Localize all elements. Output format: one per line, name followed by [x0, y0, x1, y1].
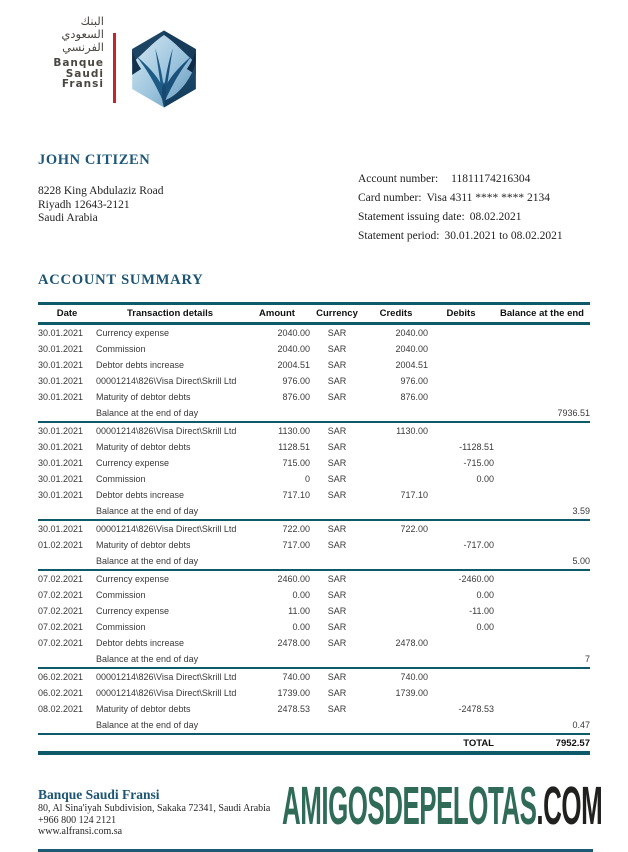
statement-info-row — [0, 152, 628, 246]
cell-amount: 11.00 — [288, 606, 310, 616]
cell-currency: SAR — [327, 638, 347, 648]
column-header-date: Date — [38, 304, 96, 324]
footer-teal-bar — [38, 849, 593, 852]
transaction-row — [38, 587, 590, 603]
cell-currency: SAR — [327, 426, 347, 436]
account-number-line — [358, 170, 590, 189]
cell-credits — [364, 603, 428, 619]
cell-amount: 0.00 — [292, 622, 310, 632]
cell-credits: 722.00 — [400, 524, 428, 534]
cell-currency: SAR — [327, 524, 347, 534]
cell-date: 08.02.2021 — [38, 704, 84, 714]
cell-amount: 715.00 — [282, 458, 310, 468]
cell-details: Maturity of debtor debts — [96, 540, 191, 550]
column-header-details: Transaction details — [96, 304, 244, 324]
cell-currency: SAR — [327, 590, 347, 600]
cell-credits — [364, 701, 428, 717]
cell-debits — [428, 324, 494, 342]
issuing-date-label: Statement issuing date: — [358, 211, 465, 223]
summary-table — [38, 302, 590, 755]
cell-date — [38, 405, 96, 422]
cell-date: 30.01.2021 — [38, 376, 84, 386]
total-row-spacer — [38, 734, 364, 753]
transaction-row — [38, 570, 590, 587]
cell-debits: -1128.51 — [459, 442, 494, 452]
cell-currency: SAR — [327, 442, 347, 452]
cell-details: Commission — [96, 474, 146, 484]
cell-balance — [494, 471, 590, 487]
statement-period-line — [358, 227, 590, 246]
cell-debits — [428, 389, 494, 405]
cell-amount: 717.00 — [282, 540, 310, 550]
summary-table-header-row — [38, 304, 590, 324]
cell-balance — [494, 487, 590, 503]
account-info-block — [358, 170, 590, 246]
logo-wordmark-line: Saudi — [65, 67, 104, 80]
cell-date: 30.01.2021 — [38, 328, 84, 338]
cell-details: Debtor debts increase — [96, 490, 185, 500]
transaction-row — [38, 668, 590, 685]
balance-label: Balance at the end of day — [96, 405, 494, 422]
cell-credits — [364, 570, 428, 587]
balance-value: 7 — [494, 651, 590, 668]
cell-date: 30.01.2021 — [38, 474, 84, 484]
cell-amount: 2004.51 — [277, 360, 310, 370]
bank-logo — [0, 0, 628, 114]
balance-value: 5.00 — [494, 553, 590, 570]
cell-debits: -11.00 — [469, 606, 494, 616]
column-header-debits: Debits — [428, 304, 494, 324]
logo-arabic-line: البنك — [80, 14, 104, 28]
balance-label: Balance at the end of day — [96, 503, 494, 520]
cell-details: Commission — [96, 590, 146, 600]
column-header-balance: Balance at the end — [494, 304, 590, 324]
balance-row — [38, 405, 590, 422]
cell-currency: SAR — [327, 704, 347, 714]
account-number-value: 11811174216304 — [451, 173, 531, 185]
watermark-main-text: AMIGOSDEPELOTAS — [282, 776, 537, 836]
cell-debits: -717.00 — [463, 540, 494, 550]
account-number-label: Account number: — [358, 173, 439, 185]
logo-arabic-line: السعودي — [61, 27, 104, 41]
cell-date: 07.02.2021 — [38, 622, 84, 632]
cell-debits — [428, 373, 494, 389]
cell-balance — [494, 389, 590, 405]
transaction-row — [38, 603, 590, 619]
logo-wordmark — [40, 58, 104, 90]
cell-balance — [494, 635, 590, 651]
footer-address: 80, Al Sina'iyah Subdivision, Sakaka 72341, Saudi Arabia — [38, 803, 271, 814]
cell-amount: 1739.00 — [277, 688, 310, 698]
cell-details: Maturity of debtor debts — [96, 392, 191, 402]
column-header-amount: Amount — [244, 304, 310, 324]
cell-amount: 2040.00 — [277, 328, 310, 338]
cell-date: 07.02.2021 — [38, 606, 84, 616]
customer-name: JOHN CITIZEN — [38, 152, 151, 168]
cell-details: 00001214\826\Visa Direct\Skrill Ltd — [96, 688, 237, 698]
cell-balance — [494, 324, 590, 342]
cell-debits: 0.00 — [476, 590, 494, 600]
watermark-suffix-text: .COM — [536, 776, 603, 836]
transaction-row — [38, 422, 590, 439]
address-line: Riyadh 12643-2121 — [38, 198, 130, 211]
footer-bank-name: Banque Saudi Fransi — [38, 787, 160, 802]
balance-label: Balance at the end of day — [96, 553, 494, 570]
card-number-label: Card number: — [358, 192, 422, 204]
cell-details: Debtor debts increase — [96, 638, 185, 648]
statement-period-label: Statement period: — [358, 230, 440, 242]
logo-text-block — [40, 15, 104, 114]
cell-amount: 1130.00 — [278, 426, 310, 436]
transaction-row — [38, 635, 590, 651]
cell-balance — [494, 341, 590, 357]
cell-details: Currency expense — [96, 328, 170, 338]
balance-value: 7936.51 — [494, 405, 590, 422]
cell-currency: SAR — [327, 688, 347, 698]
cell-debits — [428, 422, 494, 439]
cell-details: Maturity of debtor debts — [96, 442, 191, 452]
address-line: 8228 King Abdulaziz Road — [38, 185, 164, 197]
cell-amount: 0 — [304, 474, 310, 484]
cell-date: 06.02.2021 — [38, 688, 84, 698]
cell-debits: -2478.53 — [458, 704, 494, 714]
balance-value: 0.47 — [494, 717, 590, 734]
transaction-row — [38, 324, 590, 342]
total-label: TOTAL — [463, 737, 494, 749]
cell-currency: SAR — [327, 376, 347, 386]
cell-date: 30.01.2021 — [38, 392, 84, 402]
cell-date — [38, 651, 96, 668]
cell-credits: 876.00 — [400, 392, 428, 402]
cell-amount: 2478.00 — [277, 638, 310, 648]
cell-amount: 2040.00 — [277, 344, 310, 354]
issuing-date-value: 08.02.2021 — [469, 211, 522, 223]
footer-website: www.alfransi.com.sa — [38, 826, 123, 837]
cell-credits — [364, 471, 428, 487]
transaction-row — [38, 373, 590, 389]
cell-credits: 1130.00 — [396, 426, 428, 436]
cell-amount: 1128.51 — [278, 442, 310, 452]
total-value: 7952.57 — [555, 737, 590, 749]
cell-details: 00001214\826\Visa Direct\Skrill Ltd — [96, 376, 237, 386]
cell-balance — [494, 570, 590, 587]
cell-date: 07.02.2021 — [38, 638, 84, 648]
cell-currency: SAR — [327, 574, 347, 584]
transaction-row — [38, 389, 590, 405]
cell-details: 00001214\826\Visa Direct\Skrill Ltd — [96, 672, 237, 682]
cell-balance — [494, 439, 590, 455]
cell-debits — [428, 520, 494, 537]
cell-balance — [494, 422, 590, 439]
cell-details: 00001214\826\Visa Direct\Skrill Ltd — [96, 524, 237, 534]
cell-currency: SAR — [327, 672, 347, 682]
transaction-row — [38, 487, 590, 503]
watermark — [282, 776, 603, 836]
cell-currency: SAR — [327, 344, 347, 354]
cell-details: 00001214\826\Visa Direct\Skrill Ltd — [96, 426, 237, 436]
transaction-row — [38, 520, 590, 537]
cell-balance — [494, 520, 590, 537]
cell-debits: -715.00 — [463, 458, 494, 468]
cell-balance — [494, 357, 590, 373]
transaction-row — [38, 439, 590, 455]
account-summary-title: ACCOUNT SUMMARY — [38, 272, 204, 288]
cell-amount: 2478.53 — [277, 704, 310, 714]
total-row — [38, 734, 590, 753]
cell-currency: SAR — [327, 490, 347, 500]
cell-currency: SAR — [327, 328, 347, 338]
cell-credits: 2040.00 — [395, 344, 428, 354]
cell-credits: 2004.51 — [395, 360, 428, 370]
transaction-row — [38, 455, 590, 471]
cell-date: 30.01.2021 — [38, 344, 84, 354]
transaction-row — [38, 619, 590, 635]
cell-amount: 717.10 — [282, 490, 310, 500]
cell-balance — [494, 668, 590, 685]
cell-credits: 976.00 — [400, 376, 428, 386]
transaction-row — [38, 357, 590, 373]
cell-debits — [428, 635, 494, 651]
balance-value: 3.59 — [494, 503, 590, 520]
cell-currency: SAR — [327, 606, 347, 616]
cell-debits — [428, 685, 494, 701]
cell-amount: 740.00 — [282, 672, 310, 682]
cell-details: Commission — [96, 622, 146, 632]
cell-debits — [428, 341, 494, 357]
balance-row — [38, 503, 590, 520]
cell-balance — [494, 587, 590, 603]
cell-credits — [364, 537, 428, 553]
cell-credits — [364, 587, 428, 603]
cell-date: 30.01.2021 — [38, 490, 84, 500]
balance-label: Balance at the end of day — [96, 717, 494, 734]
cell-currency: SAR — [327, 622, 347, 632]
issuing-date-line — [358, 208, 590, 227]
cell-debits — [428, 357, 494, 373]
cell-details: Currency expense — [96, 458, 170, 468]
logo-red-divider — [113, 33, 116, 103]
cell-credits: 2478.00 — [395, 638, 428, 648]
cell-date: 01.02.2021 — [38, 540, 84, 550]
cell-amount: 0.00 — [292, 590, 310, 600]
cell-details: Maturity of debtor debts — [96, 704, 191, 714]
column-header-currency: Currency — [310, 304, 364, 324]
customer-block — [38, 152, 164, 246]
transaction-row — [38, 685, 590, 701]
transaction-row — [38, 537, 590, 553]
cell-currency: SAR — [327, 392, 347, 402]
cell-currency: SAR — [327, 360, 347, 370]
cell-date: 30.01.2021 — [38, 442, 84, 452]
logo-arabic-text — [40, 15, 104, 54]
statement-period-value: 30.01.2021 to 08.02.2021 — [444, 230, 563, 242]
cell-currency: SAR — [327, 458, 347, 468]
bsf-cube-logo-icon — [127, 29, 201, 114]
cell-debits: 0.00 — [476, 474, 494, 484]
cell-debits: 0.00 — [476, 622, 494, 632]
cell-credits: 2040.00 — [395, 328, 428, 338]
cell-date: 07.02.2021 — [38, 574, 84, 584]
cell-credits — [364, 619, 428, 635]
customer-address — [38, 185, 164, 226]
logo-arabic-line: الفرنسي — [62, 40, 104, 54]
cell-amount: 976.00 — [282, 376, 310, 386]
cell-credits: 740.00 — [400, 672, 428, 682]
cell-amount: 722.00 — [282, 524, 310, 534]
cell-balance — [494, 701, 590, 717]
card-number-value: Visa 4311 **** **** 2134 — [426, 192, 551, 204]
transaction-row — [38, 341, 590, 357]
transaction-row — [38, 701, 590, 717]
cell-date — [38, 503, 96, 520]
cell-date: 07.02.2021 — [38, 590, 84, 600]
balance-row — [38, 717, 590, 734]
cell-balance — [494, 373, 590, 389]
cell-date: 30.01.2021 — [38, 426, 84, 436]
cell-amount: 876.00 — [282, 392, 310, 402]
cell-details: Currency expense — [96, 606, 170, 616]
card-number-line — [358, 189, 590, 208]
cell-date: 30.01.2021 — [38, 458, 84, 468]
cell-date: 30.01.2021 — [38, 360, 84, 370]
cell-date — [38, 553, 96, 570]
transaction-row — [38, 471, 590, 487]
balance-row — [38, 553, 590, 570]
cell-date: 30.01.2021 — [38, 524, 84, 534]
cell-details: Currency expense — [96, 574, 170, 584]
cell-credits: 1739.00 — [395, 688, 428, 698]
bsf-cube-logo-svg — [127, 29, 201, 109]
cell-balance — [494, 455, 590, 471]
address-line: Saudi Arabia — [38, 212, 98, 224]
cell-debits: -2460.00 — [458, 574, 494, 584]
logo-wordmark-line: Fransi — [61, 78, 104, 90]
cell-details: Debtor debts increase — [96, 360, 185, 370]
cell-balance — [494, 619, 590, 635]
cell-currency: SAR — [327, 474, 347, 484]
cell-credits — [364, 439, 428, 455]
balance-row — [38, 651, 590, 668]
column-header-credits: Credits — [364, 304, 428, 324]
cell-date: 06.02.2021 — [38, 672, 84, 682]
footer-phone: +966 800 124 2121 — [38, 814, 117, 826]
cell-balance — [494, 685, 590, 701]
cell-debits — [428, 668, 494, 685]
logo-wordmark-line: Banque — [53, 57, 104, 69]
cell-credits — [364, 455, 428, 471]
cell-debits — [428, 487, 494, 503]
cell-details: Commission — [96, 344, 146, 354]
cell-currency: SAR — [327, 540, 347, 550]
cell-credits: 717.10 — [400, 490, 428, 500]
cell-date — [38, 717, 96, 734]
cell-balance — [494, 603, 590, 619]
summary-table-body — [38, 324, 590, 735]
balance-label: Balance at the end of day — [96, 651, 494, 668]
cell-balance — [494, 537, 590, 553]
cell-amount: 2460.00 — [277, 574, 310, 584]
